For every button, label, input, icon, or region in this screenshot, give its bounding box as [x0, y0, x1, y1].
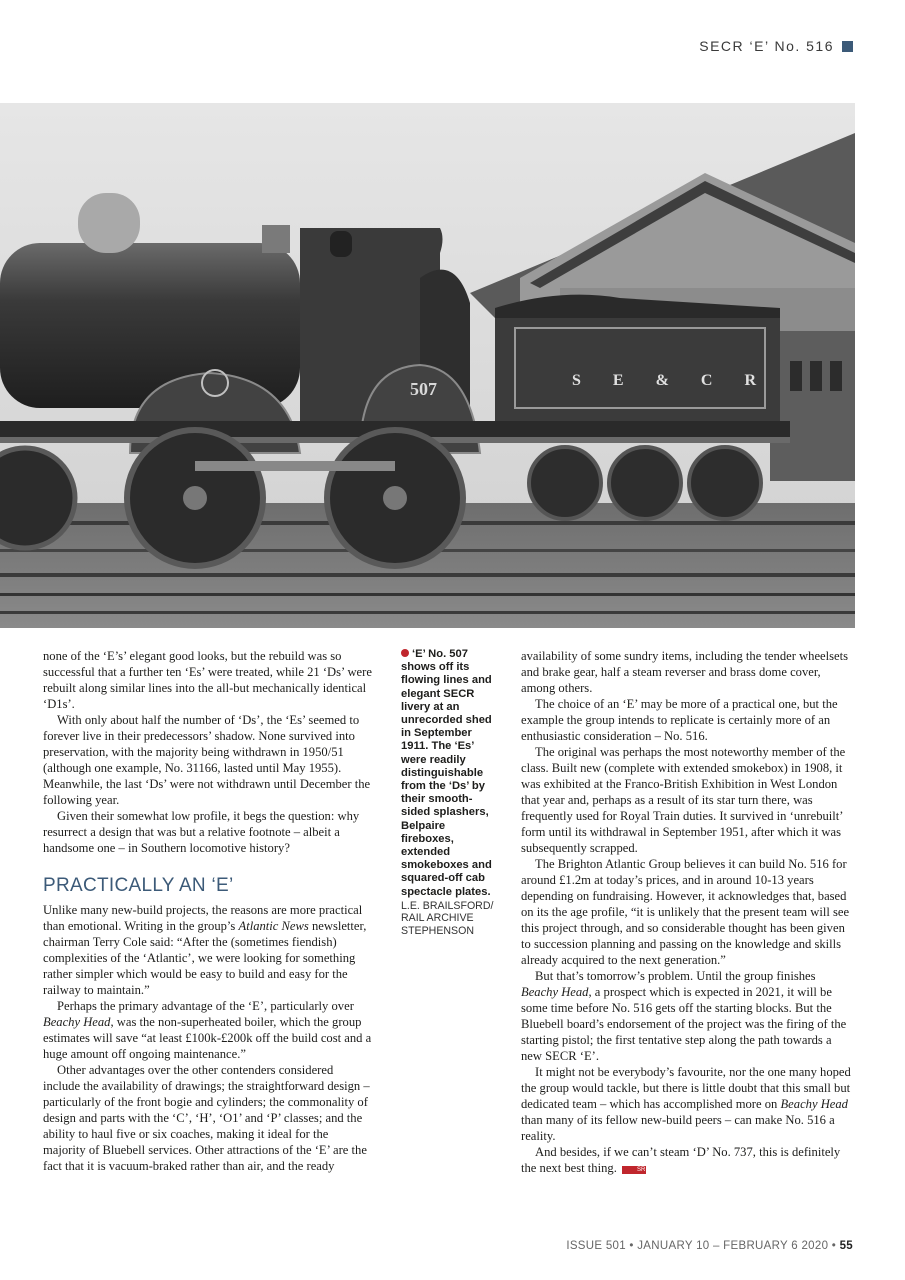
caption-text: ‘E’ No. 507 shows off its flowing lines and elegant SECR livery at an unrecorded shed in September 1911. The ‘Es’ were readily distinguishable from the ‘Ds’ by their smooth-sided splashers, Belpaire fireboxes, extended smokeboxes and squared-off cab spectacle plates.	[401, 648, 492, 898]
paragraph: none of the ‘E’s’ elegant good looks, but the rebuild was so successful that a further ten ‘Es’ were treated, while 21 ‘Ds’ were rebuilt along similar lines into the all-but mechanically identical ‘D1s’.	[43, 649, 372, 711]
photo-credit: L.E. BRAILSFORD/ RAIL ARCHIVE STEPHENSON	[401, 899, 494, 937]
locomotive-photo	[0, 103, 855, 628]
paragraph: Other advantages over the other contenders considered include the availability of drawings; the straightforward design – particularly of the front bogie and cylinders; the commonality of design and parts with the ‘C’, ‘H’, ‘O1’ and ‘P’ classes; and the ability to haul five or six coaches, making it ideal for the majority of Bluebell services. Other attractions of the ‘E’ are the fact that it is vacuum-braked rather than air, and the ready	[43, 1063, 370, 1173]
square-marker-icon	[842, 41, 853, 52]
page-number: 55	[839, 1240, 853, 1252]
paragraph: Given their somewhat low profile, it begs the question: why resurrect a design that was but a relative footnote – albeit a handsome one – in Southern locomotive history?	[43, 809, 360, 855]
photo-caption	[401, 648, 501, 937]
paragraph: Unlike many new-build projects, the reasons are more practical than emotional. Writing in the group’s Atlantic News newsletter, chairman Terry Cole said: “After the (sometimes fiendish) complexities of the ‘Atlantic’, we were looking for something rather simpler which would be easy to build and easy for the railway to maintain.”	[43, 903, 367, 997]
page-footer	[566, 1240, 853, 1252]
paragraph: With only about half the number of ‘Ds’, the ‘Es’ seemed to forever live in their predecessors’ shadow. None survived into preservation, with the majority being withdrawn in 1950/51 (although one example, No. 31166, lasted until May 1955). Meanwhile, the last ‘Ds’ were not withdrawn until December the following year.	[43, 713, 371, 807]
paragraph: Perhaps the primary advantage of the ‘E’, particularly over Beachy Head, was the non-superheated boiler, which the group estimates will save “at least £100k-£200k off the build cost and a huge amount off ongoing maintenance.”	[43, 999, 372, 1061]
column-right	[521, 648, 855, 1176]
locomotive-illustration	[0, 103, 855, 628]
tender-lettering: S E & C R	[572, 372, 771, 389]
paragraph: The original was perhaps the most noteworthy member of the class. Built new (complete with extended smokebox) in 1908, it was exhibited at the Franco-British Exhibition in West London that year and, perhaps as a result of its star turn there, was frequently used for Royal Train duties. It survived in ‘unrebuilt’ form until its withdrawal in September 1951, after which it was subsequently scrapped.	[521, 745, 846, 855]
issue-info: ISSUE 501 • JANUARY 10 – FEBRUARY 6 2020 •	[566, 1240, 837, 1252]
caption-bullet-icon	[401, 649, 409, 657]
paragraph: The choice of an ‘E’ may be more of a practical one, but the example the group intends to replicate is certainly more of an enthusiastic consideration – No. 516.	[521, 697, 838, 743]
cab-number-label: 507	[410, 379, 437, 399]
paragraph: The Brighton Atlantic Group believes it can build No. 516 for around £1.2m at today’s prices, and in around 10-13 years depending on fundraising. However, it acknowledges that, based on its the age profile, “it is unlikely that the present team will see this project through, and so considerable thought has been given to succession planning and passing on the knowledge and skills already acquired to the next generation.”	[521, 857, 850, 967]
running-head-title: SECR ‘E’ No. 516	[699, 38, 834, 54]
end-mark-icon: SR	[622, 1166, 646, 1174]
paragraph: But that’s tomorrow’s problem. Until the group finishes Beachy Head, a prospect which is expected in 2021, it will be some time before No. 516 gets off the starting blocks. But the Bluebell board’s endorsement of the project was the firing of the starting pistol; the first tentative step along the path towards a new SECR ‘E’.	[521, 969, 847, 1063]
column-left	[43, 648, 373, 1174]
paragraph: availability of some sundry items, including the tender wheelsets and brake gear, half a steam reverser and brass dome cover, among others.	[521, 649, 849, 695]
paragraph: It might not be everybody’s favourite, nor the one many hoped the group would tackle, but there is little doubt that this small but dedicated team – which has accomplished more on Beachy Head than many of its fellow new-build peers – can make No. 516 a reality.	[521, 1065, 851, 1143]
running-head	[699, 38, 853, 54]
paragraph: And besides, if we can’t steam ‘D’ No. 737, this is definitely the next best thing. SR	[521, 1145, 841, 1175]
subheading: PRACTICALLY AN ‘E’	[43, 875, 234, 896]
